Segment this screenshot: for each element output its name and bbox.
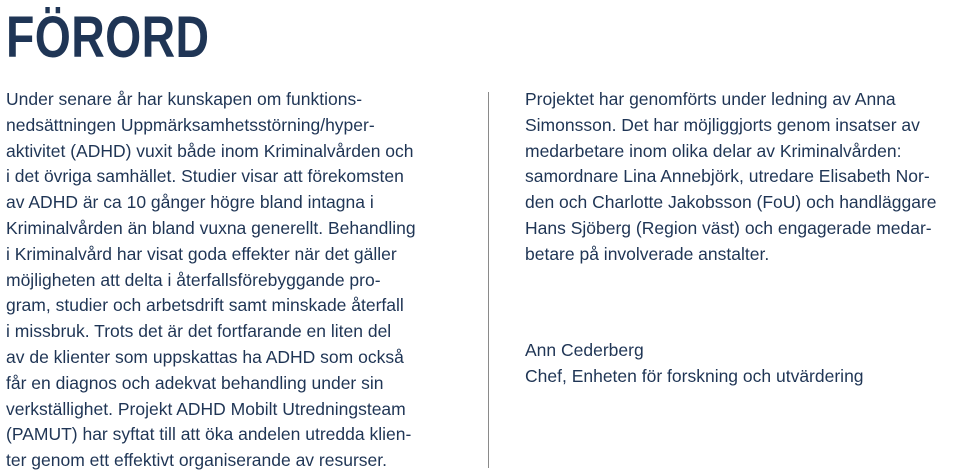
text-line: medarbetare inom olika delar av Kriminalvården: bbox=[525, 140, 902, 161]
text-line: i missbruk. Trots det är det fortfarande en liten del bbox=[6, 321, 392, 342]
text-line: verkställighet. Projekt ADHD Mobilt Utredningsteam bbox=[6, 398, 406, 419]
text-line: av ADHD är ca 10 gånger högre bland intagna i bbox=[6, 192, 374, 213]
signature-block bbox=[525, 338, 864, 390]
text-line: den och Charlotte Jakobsson (FoU) och handläggare bbox=[525, 192, 937, 213]
signature-role: Chef, Enheten för forskning och utvärdering bbox=[525, 365, 864, 386]
page-title: FÖRORD bbox=[6, 5, 210, 70]
left-column-text bbox=[6, 87, 466, 474]
text-line: Simonsson. Det har möjliggjorts genom insatser av bbox=[525, 114, 920, 135]
text-line: Hans Sjöberg (Region väst) och engagerade medar- bbox=[525, 217, 932, 238]
column-divider bbox=[488, 92, 489, 468]
right-column-text bbox=[525, 87, 957, 268]
text-line: får en diagnos och adekvat behandling under sin bbox=[6, 372, 384, 393]
text-line: av de klienter som uppskattas ha ADHD som också bbox=[6, 346, 404, 367]
text-line: i det övriga samhället. Studier visar att förekomsten bbox=[6, 166, 404, 187]
text-line: ter genom ett effektivt organiserande av resurser. bbox=[6, 450, 387, 471]
text-line: möjligheten att delta i återfallsförebyggande pro- bbox=[6, 269, 381, 290]
text-line: aktivitet (ADHD) vuxit både inom Kriminalvården och bbox=[6, 140, 414, 161]
text-line: betare på involverade anstalter. bbox=[525, 243, 770, 264]
text-line: Kriminalvården än bland vuxna generellt. Behandling bbox=[6, 217, 416, 238]
text-line: nedsättningen Uppmärksamhetsstörning/hyper- bbox=[6, 114, 375, 135]
text-line: Under senare år har kunskapen om funktions- bbox=[6, 89, 363, 109]
text-line: (PAMUT) har syftat till att öka andelen utredda klien- bbox=[6, 424, 412, 445]
text-line: Projektet har genomförts under ledning av Anna bbox=[525, 89, 896, 109]
text-line: gram, studier och arbetsdrift samt minskade återfall bbox=[6, 295, 404, 316]
signature-name: Ann Cederberg bbox=[525, 340, 644, 360]
text-line: i Kriminalvård har visat goda effekter när det gäller bbox=[6, 243, 397, 264]
text-line: samordnare Lina Annebjörk, utredare Elisabeth Nor- bbox=[525, 166, 930, 187]
